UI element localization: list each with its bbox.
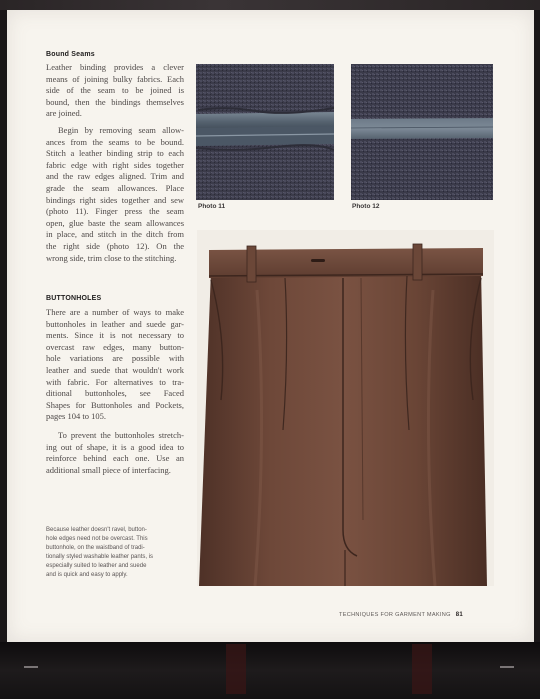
- photo-11-image: [196, 64, 334, 200]
- caption-line: hole edges need not be overcast. This: [46, 535, 148, 542]
- text-line: in place, and stitch in the ditch from: [46, 229, 184, 240]
- bound-seams-intro: [46, 62, 184, 120]
- text-line: buttonholes in leather and suede gar-: [46, 318, 184, 329]
- text-line: ditional buttonholes, see Faced: [46, 388, 184, 399]
- text-line: means of joining bulky fabrics. Each: [46, 73, 184, 84]
- text-line: fabric edge with right sides together: [46, 159, 184, 170]
- photo-12-image: [351, 64, 493, 200]
- text-line: grade the seam allowances. Place: [46, 182, 184, 193]
- scan-mark: [24, 666, 38, 668]
- text-line: hole variations are possible with: [46, 353, 184, 364]
- text-line: and the raw edges aligned. Trim and: [46, 171, 184, 182]
- text-line: the right side (photo 12). On the: [46, 240, 184, 251]
- text-line: (photo 11). Finger press the seam: [46, 206, 184, 217]
- text-line: Stitch a leather binding strip to each: [46, 148, 184, 159]
- text-line: side of the seam to be joined is: [46, 85, 184, 96]
- page-number: 81: [455, 612, 464, 618]
- scan-mark: [500, 666, 514, 668]
- text-line: bindings right sides together and sew: [46, 194, 184, 205]
- text-line: Leather binding provides a clever: [46, 62, 184, 72]
- text-line: overcast raw edges, many button-: [46, 341, 184, 352]
- text-line: additional small piece of interfacing.: [46, 464, 171, 475]
- pants-photo-caption: [46, 526, 186, 579]
- text-line: ances from the seams to be bound.: [46, 136, 184, 147]
- text-line: Begin by removing seam allow-: [58, 125, 184, 135]
- text-line: with fabric. For alternatives to tra-: [46, 376, 184, 387]
- text-line: ing out of shape, it is a good idea to: [46, 441, 184, 452]
- bound-seams-instructions: [46, 125, 184, 264]
- caption-line: especially suited to leather and suede: [46, 562, 147, 569]
- text-line: wrong side, trim close to the stitching.: [46, 252, 177, 263]
- text-line: ments. Since it is not necessary to: [46, 330, 184, 341]
- scan-top-edge: [0, 0, 540, 10]
- buttonholes-heading: BUTTONHOLES: [46, 295, 102, 302]
- text-line: bound, then the bindings themselves: [46, 96, 184, 107]
- caption-line: buttonhole, on the waistband of tradi-: [46, 544, 145, 551]
- text-line: reinforce behind each one. Use an: [46, 453, 184, 464]
- leather-pants-photo: [197, 230, 494, 586]
- text-line: There are a number of ways to make: [46, 307, 184, 317]
- text-line: leather and suede that wouldn't work: [46, 364, 184, 375]
- text-line: Shapes for Buttonholes and Pockets,: [46, 399, 184, 410]
- scan-bottom-edge: [0, 642, 540, 699]
- bound-seams-heading: Bound Seams: [46, 51, 95, 58]
- caption-line: Because leather doesn't ravel, button-: [46, 527, 147, 533]
- caption-line: tionally styled washable leather pants, is: [46, 553, 154, 560]
- text-line: To prevent the buttonholes stretch-: [58, 430, 184, 440]
- photo-12-label: Photo 12: [352, 203, 380, 210]
- page-footer: [339, 612, 463, 618]
- text-line: open, glue baste the seam allowances: [46, 217, 184, 228]
- scan-shadow: [226, 644, 246, 694]
- text-line: pages 104 to 105.: [46, 411, 106, 422]
- scan-shadow: [412, 644, 432, 694]
- buttonholes-intro: [46, 307, 184, 423]
- buttonholes-reinforce: [46, 430, 184, 476]
- running-title: TECHNIQUES FOR GARMENT MAKING: [339, 612, 451, 618]
- text-line: are joined.: [46, 108, 82, 119]
- photo-11-label: Photo 11: [198, 203, 226, 210]
- caption-line: and is quick and easy to apply.: [46, 571, 128, 578]
